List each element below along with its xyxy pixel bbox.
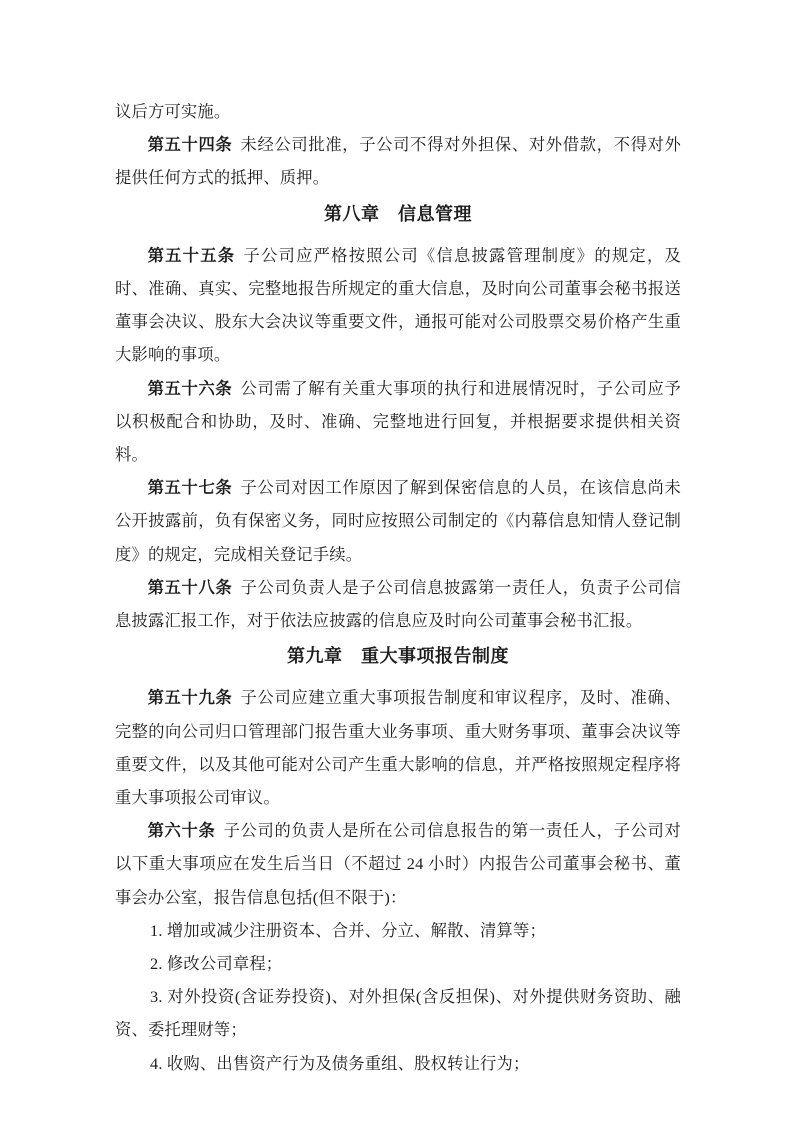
article-59-number: 第五十九条 — [147, 688, 233, 708]
article-58-text: 子公司负责人是子公司信息披露第一责任人，负责子公司信息披露汇报工作，对于依法应披露的信息应及时向公司董事会秘书汇报。 — [115, 577, 681, 631]
paragraph-article-60 — [115, 814, 681, 914]
paragraph-article-59 — [115, 681, 681, 814]
paragraph-continuation: 议后方可实施。 — [115, 102, 231, 121]
list-item-3: 3. 对外投资(含证券投资)、对外担保(含反担保)、对外提供财务资助、融资、委托理财等； — [115, 987, 681, 1040]
document-content — [115, 95, 681, 1080]
article-58-number: 第五十八条 — [147, 577, 233, 597]
list-item-2: 2. 修改公司章程； — [150, 954, 283, 974]
article-57-number: 第五十七条 — [147, 478, 233, 498]
paragraph-article-58 — [115, 571, 681, 637]
article-55-number: 第五十五条 — [147, 245, 236, 265]
chapter-9-heading: 第九章 重大事项报告制度 — [287, 646, 509, 667]
paragraph-article-54 — [115, 128, 681, 194]
article-60-text: 子公司的负责人是所在公司信息报告的第一责任人，子公司对以下重大事项应在发生后当日（不超过 24 小时）内报告公司董事会秘书、董事会办公室，报告信息包括(但不限于)： — [115, 821, 681, 907]
article-60-number: 第六十条 — [147, 821, 216, 841]
list-item-4: 4. 收购、出售资产行为及债务重组、股权转让行为； — [150, 1053, 530, 1073]
article-54-text: 未经公司批准，子公司不得对外担保、对外借款，不得对外提供任何方式的抵押、质押。 — [115, 135, 681, 188]
article-56-number: 第五十六条 — [147, 378, 233, 398]
paragraph-article-56 — [115, 372, 681, 472]
article-59-text: 子公司应建立重大事项报告制度和审议程序，及时、准确、完整的向公司归口管理部门报告重大业务事项、重大财务事项、董事会决议等重要文件，以及其他可能对公司产生重大影响的信息，并严格按照规定程序将重大事项报公司审议。 — [115, 688, 681, 808]
article-57-text: 子公司对因工作原因了解到保密信息的人员，在该信息尚未公开披露前，负有保密义务，同时应按照公司制定的《内幕信息知情人登记制度》的规定，完成相关登记手续。 — [115, 478, 681, 564]
article-54-number: 第五十四条 — [147, 135, 233, 155]
paragraph-article-55 — [115, 239, 681, 372]
chapter-8-heading: 第八章 信息管理 — [324, 203, 472, 224]
article-56-text: 公司需了解有关重大事项的执行和进展情况时，子公司应予以积极配合和协助，及时、准确、完整地进行回复，并根据要求提供相关资料。 — [115, 378, 681, 465]
article-55-text: 子公司应严格按照公司《信息披露管理制度》的规定，及时、准确、真实、完整地报告所规定的重大信息，及时向公司董事会秘书报送董事会决议、股东大会决议等重要文件，通报可能对公司股票交易价格产生重大影响的事项。 — [115, 245, 681, 365]
paragraph-article-57 — [115, 471, 681, 571]
list-item-1: 1. 增加或减少注册资本、合并、分立、解散、清算等； — [150, 920, 546, 940]
